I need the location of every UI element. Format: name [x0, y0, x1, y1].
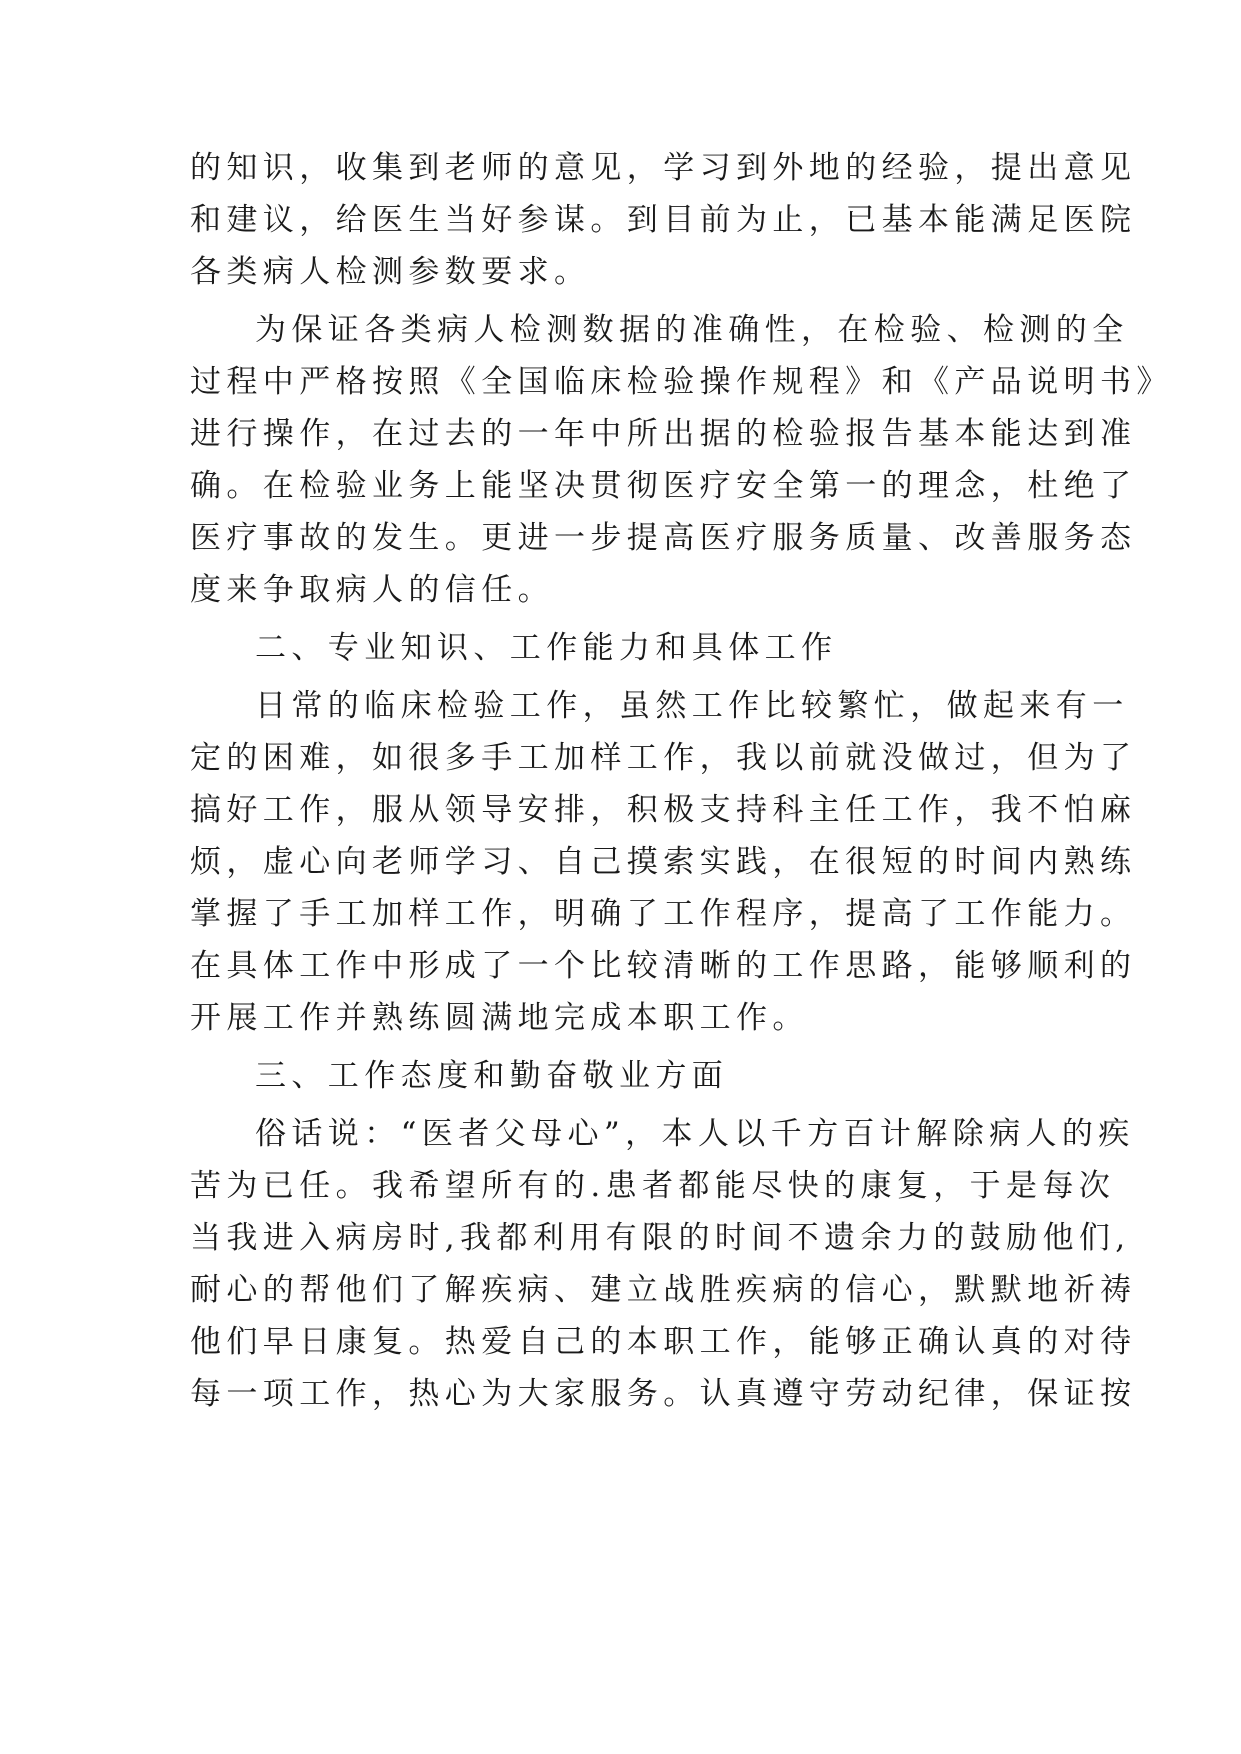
paragraph-first-line: 俗话说：“医者父母心”，本人以千方百计解除病人的疾	[255, 1116, 1135, 1152]
text-line: 苦为已任。我希望所有的.患者都能尽快的康复，于是每次	[190, 1168, 1116, 1204]
text-line: 他们早日康复。热爱自己的本职工作，能够正确认真的对待	[190, 1324, 1137, 1360]
paragraph-first-line: 为保证各类病人检测数据的准确性，在检验、检测的全	[255, 312, 1129, 348]
text-line: 耐心的帮他们了解疾病、建立战胜疾病的信心，默默地祈祷	[190, 1272, 1137, 1308]
text-line: 各类病人检测参数要求。	[190, 254, 591, 290]
text-line: 搞好工作，服从领导安排，积极支持科主任工作，我不怕麻	[190, 792, 1137, 828]
text-line: 确。在检验业务上能坚决贯彻医疗安全第一的理念，杜绝了	[190, 468, 1137, 504]
text-line: 定的困难，如很多手工加样工作，我以前就没做过，但为了	[190, 740, 1137, 776]
text-line: 和建议，给医生当好参谋。到目前为止，已基本能满足医院	[190, 202, 1137, 238]
paragraph-first-line: 日常的临床检验工作，虽然工作比较繁忙，做起来有一	[255, 688, 1129, 724]
text-line: 进行操作，在过去的一年中所出据的检验报告基本能达到准	[190, 416, 1137, 452]
section-heading: 三、工作态度和勤奋敬业方面	[255, 1058, 729, 1094]
text-line: 的知识，收集到老师的意见，学习到外地的经验，提出意见	[190, 150, 1137, 186]
text-line: 烦，虚心向老师学习、自己摸索实践，在很短的时间内熟练	[190, 844, 1137, 880]
text-line: 在具体工作中形成了一个比较清晰的工作思路，能够顺利的	[190, 948, 1137, 984]
text-line: 当我进入病房时,我都利用有限的时间不遗余力的鼓励他们,	[190, 1220, 1131, 1256]
text-line: 掌握了手工加样工作，明确了工作程序，提高了工作能力。	[190, 896, 1137, 932]
text-line: 医疗事故的发生。更进一步提高医疗服务质量、改善服务态	[190, 520, 1137, 556]
text-line: 度来争取病人的信任。	[190, 572, 554, 608]
text-line: 每一项工作，热心为大家服务。认真遵守劳动纪律，保证按	[190, 1376, 1137, 1412]
section-heading: 二、专业知识、工作能力和具体工作	[255, 630, 838, 666]
text-line: 开展工作并熟练圆满地完成本职工作。	[190, 1000, 809, 1036]
text-line: 过程中严格按照《全国临床检验操作规程》和《产品说明书》	[190, 364, 1173, 400]
